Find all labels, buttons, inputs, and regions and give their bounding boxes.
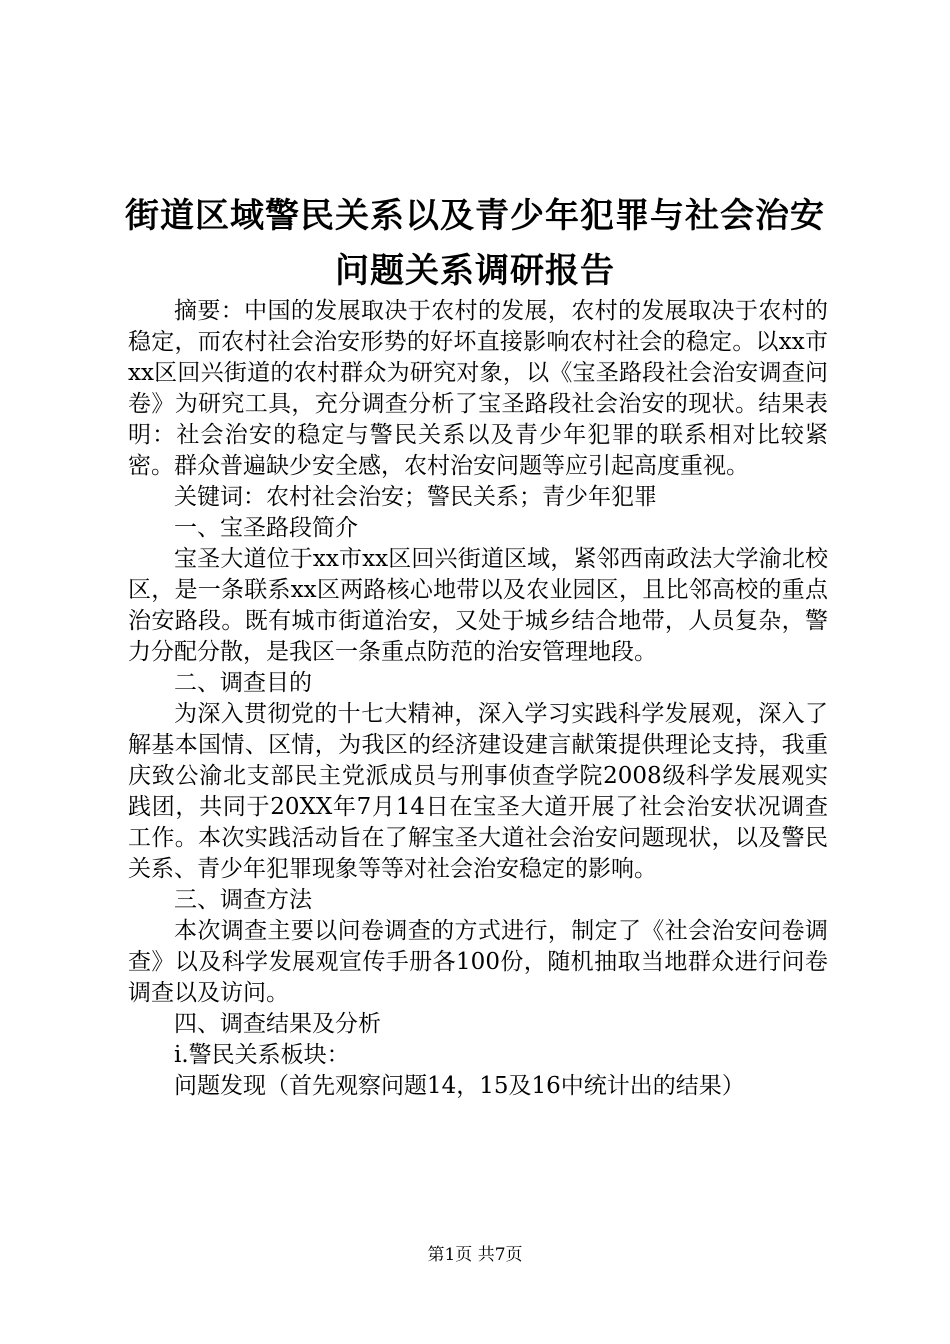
section-heading-4: 四、调查结果及分析 (174, 1011, 381, 1037)
keywords-paragraph: 关键词：农村社会治安；警民关系；青少年犯罪 (174, 484, 657, 510)
subsection-heading: i.警民关系板块： (174, 1042, 350, 1068)
abstract-paragraph: 摘要：中国的发展取决于农村的发展，农村的发展取决于农村的稳定，而农村社会治安形势的好坏直接影响农村社会的稳定。以xx市xx区回兴街道的农村群众为研究对象，以《宝圣路段社会治安调查问卷》为研究工具，充分调查分析了宝圣路段社会治安的现状。结果表明：社会治安的稳定与警民关系以及青少年犯罪的联系相对比较紧密。群众普遍缺少安全感，农村治安问题等应引起高度重视。 (128, 298, 828, 479)
section-heading-3: 三、调查方法 (174, 887, 312, 913)
section-2-paragraph: 为深入贯彻党的十七大精神，深入学习实践科学发展观，深入了解基本国情、区情，为我区的经济建设建言献策提供理论支持，我重庆致公渝北支部民主党派成员与刑事侦查学院2008级科学发展观实践团，共同于20XX年7月14日在宝圣大道开展了社会治安状况调查工作。本次实践活动旨在了解宝圣大道社会治安问题现状，以及警民关系、青少年犯罪现象等等对社会治安稳定的影响。 (128, 701, 828, 882)
section-3-paragraph: 本次调查主要以问卷调查的方式进行，制定了《社会治安问卷调查》以及科学发展观宣传手册各100份，随机抽取当地群众进行问卷调查以及访问。 (128, 918, 828, 1006)
page-number: 第1页 共7页 (427, 1245, 523, 1265)
title-line-1: 街道区域警民关系以及青少年犯罪与社会治安 (125, 196, 825, 236)
title-line-2: 问题关系调研报告 (335, 251, 615, 291)
body-text (128, 296, 828, 1102)
problem-paragraph: 问题发现（首先观察问题14，15及16中统计出的结果） (174, 1073, 745, 1099)
section-heading-1: 一、宝圣路段简介 (174, 515, 358, 541)
section-1-paragraph: 宝圣大道位于xx市xx区回兴街道区域，紧邻西南政法大学渝北校区，是一条联系xx区两路核心地带以及农业园区，且比邻高校的重点治安路段。既有城市街道治安，又处于城乡结合地带，人员复杂，警力分配分散，是我区一条重点防范的治安管理地段。 (128, 546, 828, 665)
section-heading-2: 二、调查目的 (174, 670, 312, 696)
